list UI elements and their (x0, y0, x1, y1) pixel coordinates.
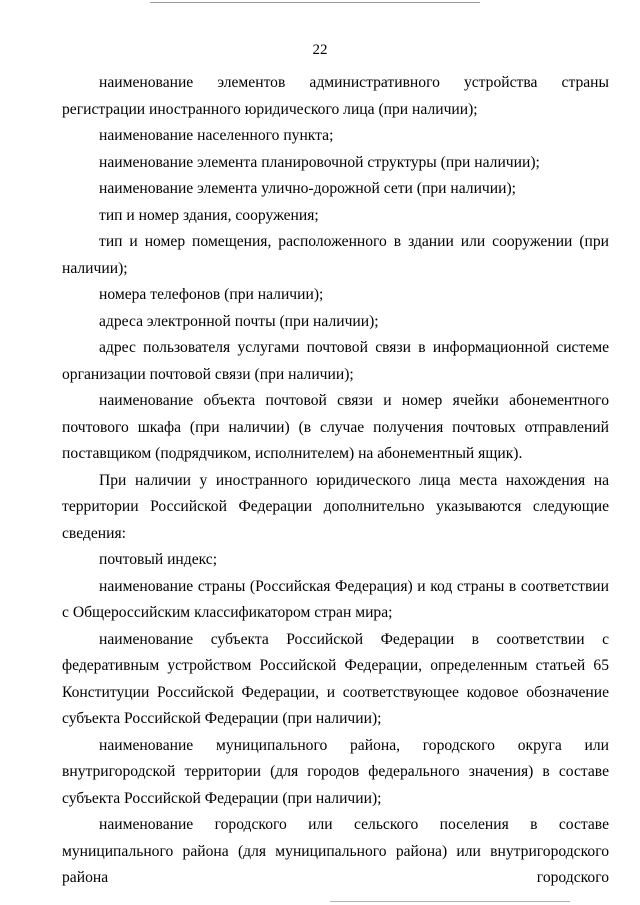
paragraph: наименование элемента планировочной структуры (при наличии); (99, 153, 540, 171)
paragraph: наименование муниципального района, городского округа или внутригородской территории (для городов федерального значения) в составе субъекта Российской Федерации (при наличии); (62, 736, 609, 807)
paragraph: наименование населенного пункта; (99, 127, 334, 144)
document-body (62, 70, 609, 892)
paragraph: При наличии у иностранного юридического лица места нахождения на территории Российской Федерации дополнительно указываются следующие сведения: (62, 471, 609, 542)
paragraph: наименование объекта почтовой связи и номер ячейки абонементного почтового шкафа (при наличии) (в случае получения почтовых отправлений поставщиком (подрядчиком, исполнителем) на абонементный ящик). (62, 392, 609, 462)
paragraph: номера телефонов (при наличии); (99, 286, 324, 303)
paragraph: наименование элемента улично-дорожной сети (при наличии); (99, 180, 516, 197)
paragraph: наименование элементов административного устройства страны регистрации иностранного юридического лица (при наличии); (62, 74, 609, 118)
paragraph: адрес пользователя услугами почтовой связи в информационной системе организации почтовой связи (при наличии); (62, 339, 609, 383)
scan-edge-bottom (330, 901, 570, 902)
paragraph: наименование субъекта Российской Федерации в соответствии с федеративным устройством Российской Федерации, определенным статьей 65 Конституции Российской Федерации, и соответствующее кодовое обозначение субъекта Российской Федерации (при наличии); (62, 630, 609, 727)
scan-edge-top (150, 2, 480, 3)
paragraph: наименование страны (Российская Федерация) и код страны в соответствии с Общероссийским классификатором стран мира; (62, 577, 609, 621)
paragraph: тип и номер здания, сооружения; (99, 206, 319, 224)
page-number: 22 (312, 42, 328, 58)
paragraph: адреса электронной почты (при наличии); (99, 312, 379, 330)
paragraph: почтовый индекс; (99, 551, 218, 568)
paragraph: наименование городского или сельского поселения в составе муниципального района (для муниципального района) или внутригородского района городского (62, 816, 609, 886)
paragraph: тип и номер помещения, расположенного в здании или сооружении (при наличии); (62, 233, 609, 277)
